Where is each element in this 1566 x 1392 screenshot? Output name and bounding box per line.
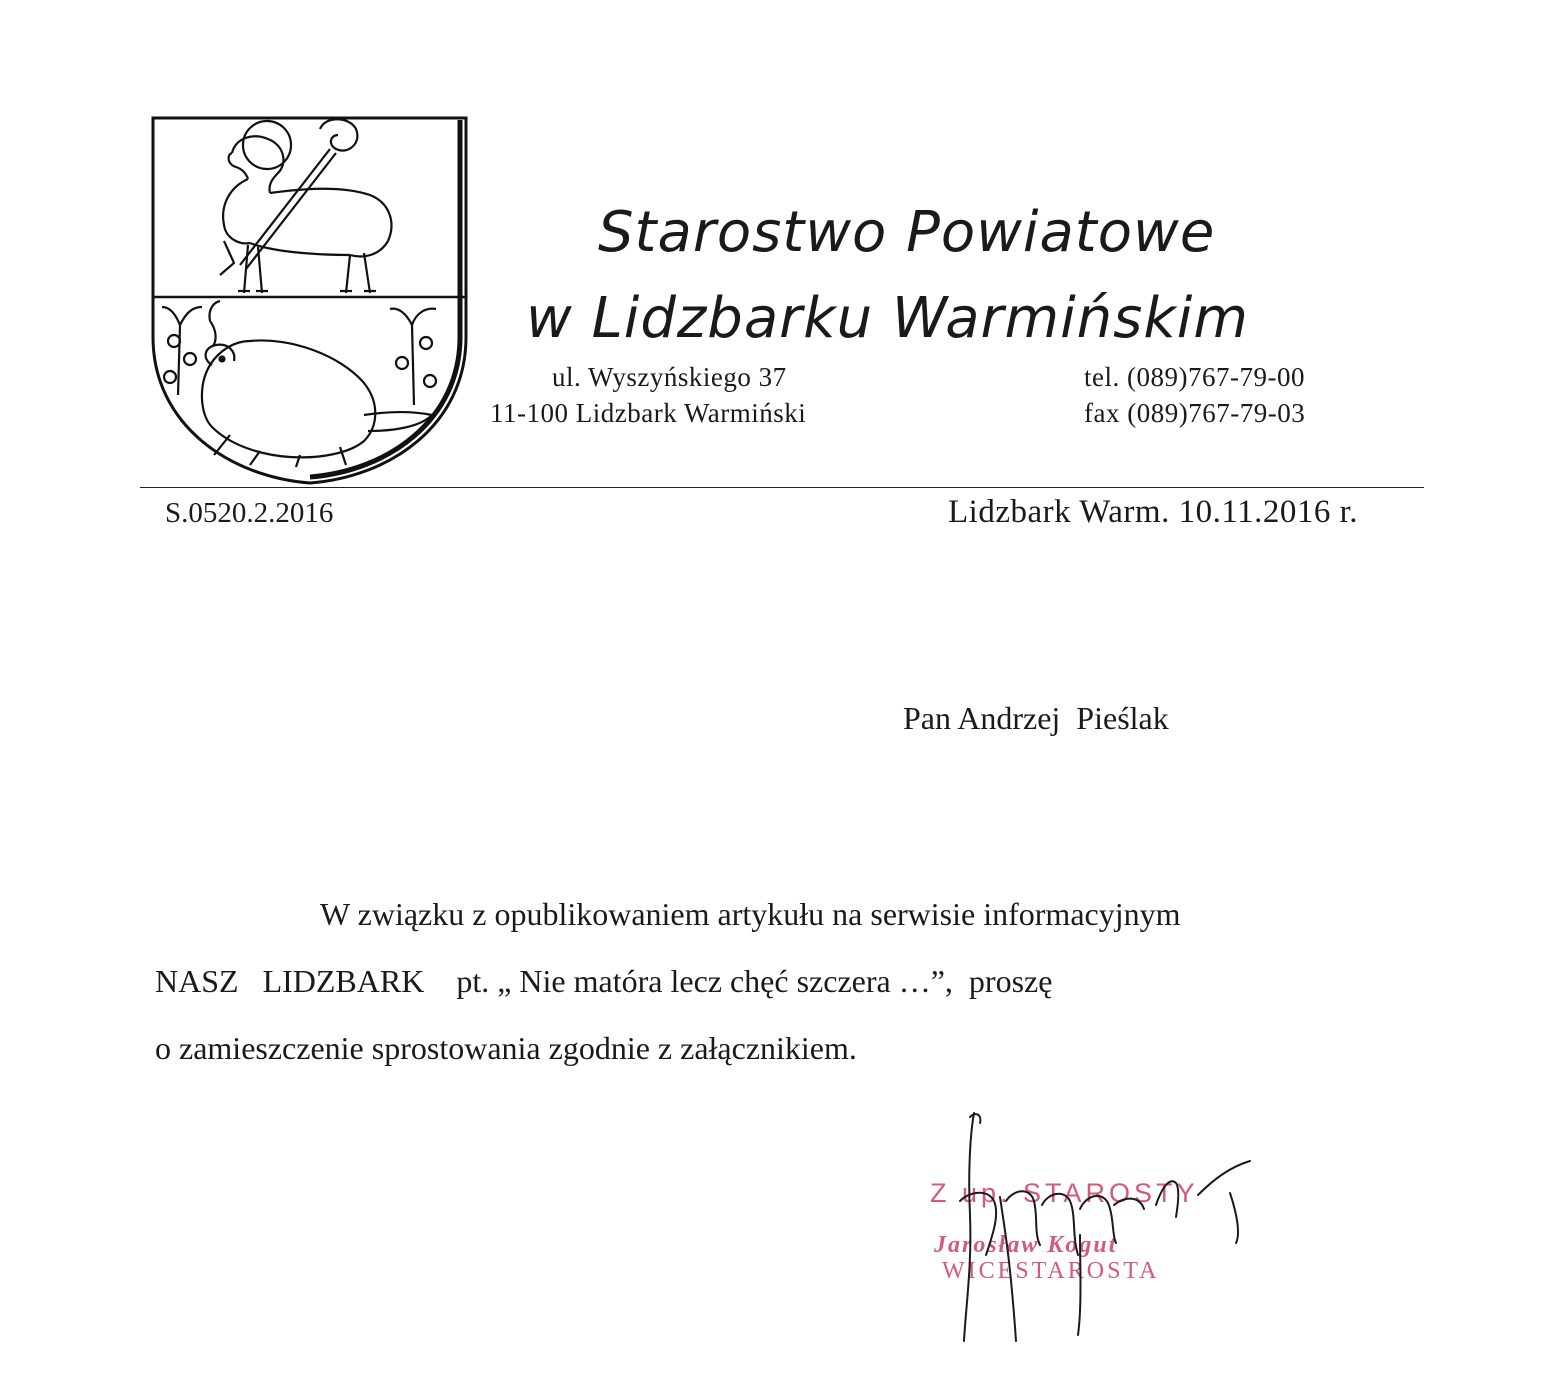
recipient: Pan Andrzej Pieślak	[903, 700, 1169, 736]
body-line: W związku z opublikowaniem artykułu na serwisie informacyjnym	[320, 896, 1181, 932]
organization-name-line2: w Lidzbarku Warmińskim	[526, 286, 1249, 351]
address-city: 11-100 Lidzbark Warmiński	[490, 398, 807, 428]
fax-number: fax (089)767-79-03	[1084, 398, 1306, 428]
case-number: S.0520.2.2016	[165, 497, 334, 529]
address-street: ul. Wyszyńskiego 37	[552, 362, 787, 392]
body-line: NASZ LIDZBARK pt. „ Nie matóra lecz chęć szczera …”, proszę	[155, 963, 1053, 999]
organization-name-line1: Starostwo Powiatowe	[598, 200, 1216, 265]
signature-icon	[930, 1105, 1270, 1355]
stamp-authority: Z up. STAROSTY	[930, 1178, 1199, 1208]
phone-number: tel. (089)767-79-00	[1084, 362, 1305, 392]
coat-of-arms-icon	[150, 115, 472, 487]
header-divider	[140, 487, 1424, 488]
stamp-signer-title: WICESTAROSTA	[942, 1258, 1160, 1284]
place-and-date: Lidzbark Warm. 10.11.2016 r.	[948, 494, 1359, 530]
body-line: o zamieszczenie sprostowania zgodnie z załącznikiem.	[155, 1030, 857, 1066]
stamp-signer-name: Jarosław Kogut	[934, 1232, 1118, 1258]
